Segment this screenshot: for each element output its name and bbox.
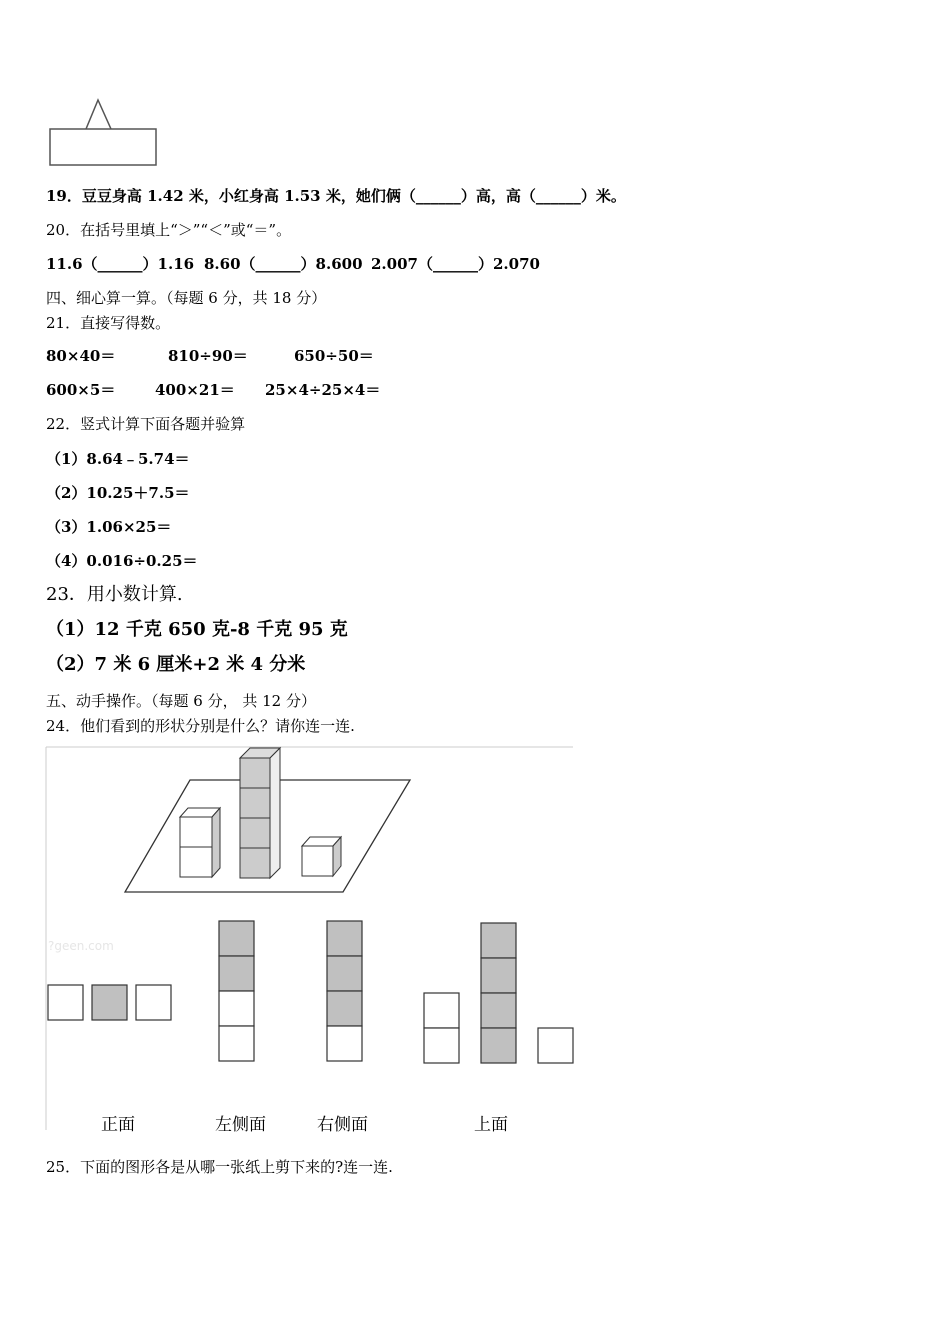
cube-stack-2 (180, 808, 220, 877)
cube-single (302, 837, 341, 876)
label-front: 正面 (101, 1115, 135, 1135)
question-24: 24．他们看到的形状分别是什么？请你连一连. (46, 717, 355, 735)
q21-item: 400×21＝ (155, 381, 235, 399)
q21-item: 25×4÷25×4＝ (265, 381, 381, 399)
q23-item: （1）12 千克 650 克-8 千克 95 克 (46, 619, 348, 640)
cube-stack-4 (240, 748, 280, 878)
question-20: 20．在括号里填上“＞”“＜”或“＝”。 (46, 221, 292, 239)
view-option-column-a (219, 921, 254, 1061)
question-25: 25．下面的图形各是从哪一张纸上剪下来的?连一连. (46, 1158, 393, 1176)
q22-item: （2）10.25＋7.5＝ (46, 484, 190, 502)
label-right-side: 右侧面 (317, 1115, 368, 1135)
label-top: 上面 (474, 1115, 508, 1135)
q20-item-3: 2.007（______）2.070 (371, 255, 540, 273)
view-option-row (48, 985, 171, 1020)
q22-item: （1）8.64﹣5.74＝ (46, 450, 190, 468)
section-5-heading: 五、动手操作。（每题 6 分， 共 12 分） (46, 692, 316, 710)
question-21: 21．直接写得数。 (46, 314, 171, 332)
q20-item-1: 11.6（______）1.16 (46, 255, 195, 273)
view-option-column-b (327, 921, 362, 1061)
question-19: 19．豆豆身高 1.42 米，小红身高 1.53 米，她们俩（______）高，高（______）米。 (46, 187, 626, 205)
q21-item: 80×40＝ (46, 347, 116, 365)
q21-item: 810÷90＝ (168, 347, 248, 365)
question-22: 22．竖式计算下面各题并验算 (46, 415, 246, 433)
q21-item: 600×5＝ (46, 381, 116, 399)
svg-text:?geen.com: ?geen.com (48, 939, 114, 953)
question-23: 23．用小数计算. (46, 584, 183, 605)
q22-item: （4）0.016÷0.25＝ (46, 552, 198, 570)
q22-item: （3）1.06×25＝ (46, 518, 172, 536)
q23-item: （2）7 米 6 厘米+2 米 4 分米 (46, 654, 306, 675)
q20-item-2: 8.60（______）8.600 (204, 255, 363, 273)
q21-item: 650÷50＝ (294, 347, 374, 365)
label-left-side: 左侧面 (215, 1115, 266, 1135)
section-4-heading: 四、细心算一算。（每题 6 分，共 18 分） (46, 289, 327, 307)
view-option-mixed (424, 923, 573, 1063)
